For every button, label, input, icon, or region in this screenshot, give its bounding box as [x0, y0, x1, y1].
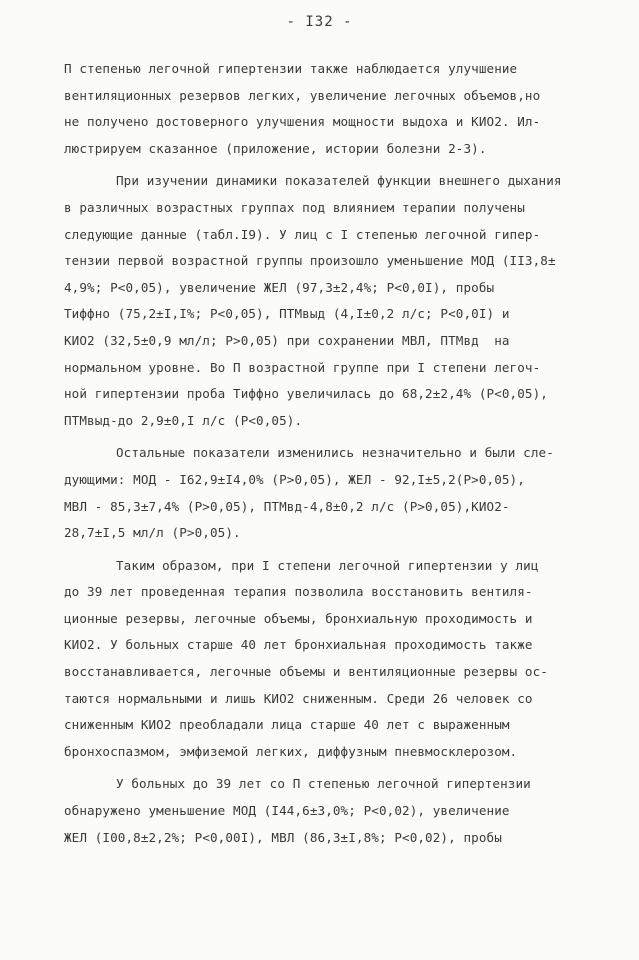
text-line: При изучении динамики показателей функции внешнего дыхания	[116, 173, 562, 189]
text-line: следующие данные (табл.I9). У лиц с I степенью легочной гипер-	[64, 226, 541, 242]
text-line: бронхоспазмом, эмфиземой легких, диффузным пневмосклерозом.	[64, 743, 518, 759]
text-line: не получено достоверного улучшения мощности выдоха и КИО2. Ил-	[64, 114, 541, 130]
text-line: ПТМвыд-до 2,9±0,I л/с (Р<0,05).	[64, 412, 303, 428]
text-line: дующими: МОД - I62,9±I4,0% (Р>0,05), ЖЕЛ - 92,I±5,2(Р>0,05),	[64, 471, 525, 487]
paragraph	[64, 771, 624, 851]
text-line: ЖЕЛ (I00,8±2,2%; Р<0,00I), МВЛ (86,3±I,8%; Р<0,02), пробы	[64, 829, 502, 845]
text-line: Остальные показатели изменились незначительно и были сле-	[116, 445, 554, 461]
text-line: КИО2. У больных старше 40 лет бронхиальная проходимость также	[64, 637, 533, 653]
text-line: 28,7±I,5 мл/л (Р>0,05).	[64, 525, 241, 541]
text-line: вентиляционных резервов легких, увеличение легочных объемов,но	[64, 87, 541, 103]
text-line: восстанавливается, легочные объемы и вентиляционные резервы ос-	[64, 664, 548, 680]
text-line: Таким образом, при I степени легочной гипертензии у лиц	[116, 557, 539, 573]
text-line: П степенью легочной гипертензии также наблюдается улучшение	[64, 61, 518, 76]
text-line: таются нормальными и лишь КИО2 сниженным. Среди 26 человек со	[64, 690, 533, 706]
page-number: - I32 -	[286, 14, 353, 30]
text-line: в различных возрастных группах под влиянием терапии получены	[64, 199, 525, 215]
text-line: 4,9%; Р<0,05), увеличение ЖЕЛ (97,3±2,4%; Р<0,0I), пробы	[64, 279, 495, 295]
paragraph	[64, 56, 624, 162]
text-line: обнаружено уменьшение МОД (I44,6±3,0%; Р<0,02), увеличение	[64, 803, 510, 819]
paragraph	[64, 440, 624, 546]
text-line: ционные резервы, легочные объемы, бронхиальную проходимость и	[64, 610, 533, 626]
text-line: ной гипертензии проба Тиффно увеличилась до 68,2±2,4% (Р<0,05),	[64, 386, 548, 402]
paragraph	[64, 168, 624, 434]
paragraph	[64, 553, 624, 766]
text-line: тензии первой возрастной группы произошло уменьшение МОД (II3,8±	[64, 253, 556, 269]
text-line: МВЛ - 85,3±7,4% (Р>0,05), ПТМвд-4,8±0,2 л/с (Р>0,05),КИО2-	[64, 498, 510, 514]
text-line: сниженным КИО2 преобладали лица старше 40 лет с выраженным	[64, 717, 510, 733]
text-line: КИО2 (32,5±0,9 мл/л; Р>0,05) при сохранении МВЛ, ПТМвд на	[64, 332, 510, 348]
text-line: люстрируем сказанное (приложение, истории болезни 2-3).	[64, 140, 487, 156]
body-text	[64, 56, 624, 851]
text-line: нормальном уровне. Во П возрастной группе при I степени легоч-	[64, 359, 541, 375]
text-line: У больных до 39 лет со П степенью легочной гипертензии	[116, 776, 531, 792]
text-line: до 39 лет проведенная терапия позволила восстановить вентиля-	[64, 584, 533, 600]
text-line: Тиффно (75,2±I,I%; Р<0,05), ПТМвыд (4,I±0,2 л/с; Р<0,0I) и	[64, 306, 510, 322]
